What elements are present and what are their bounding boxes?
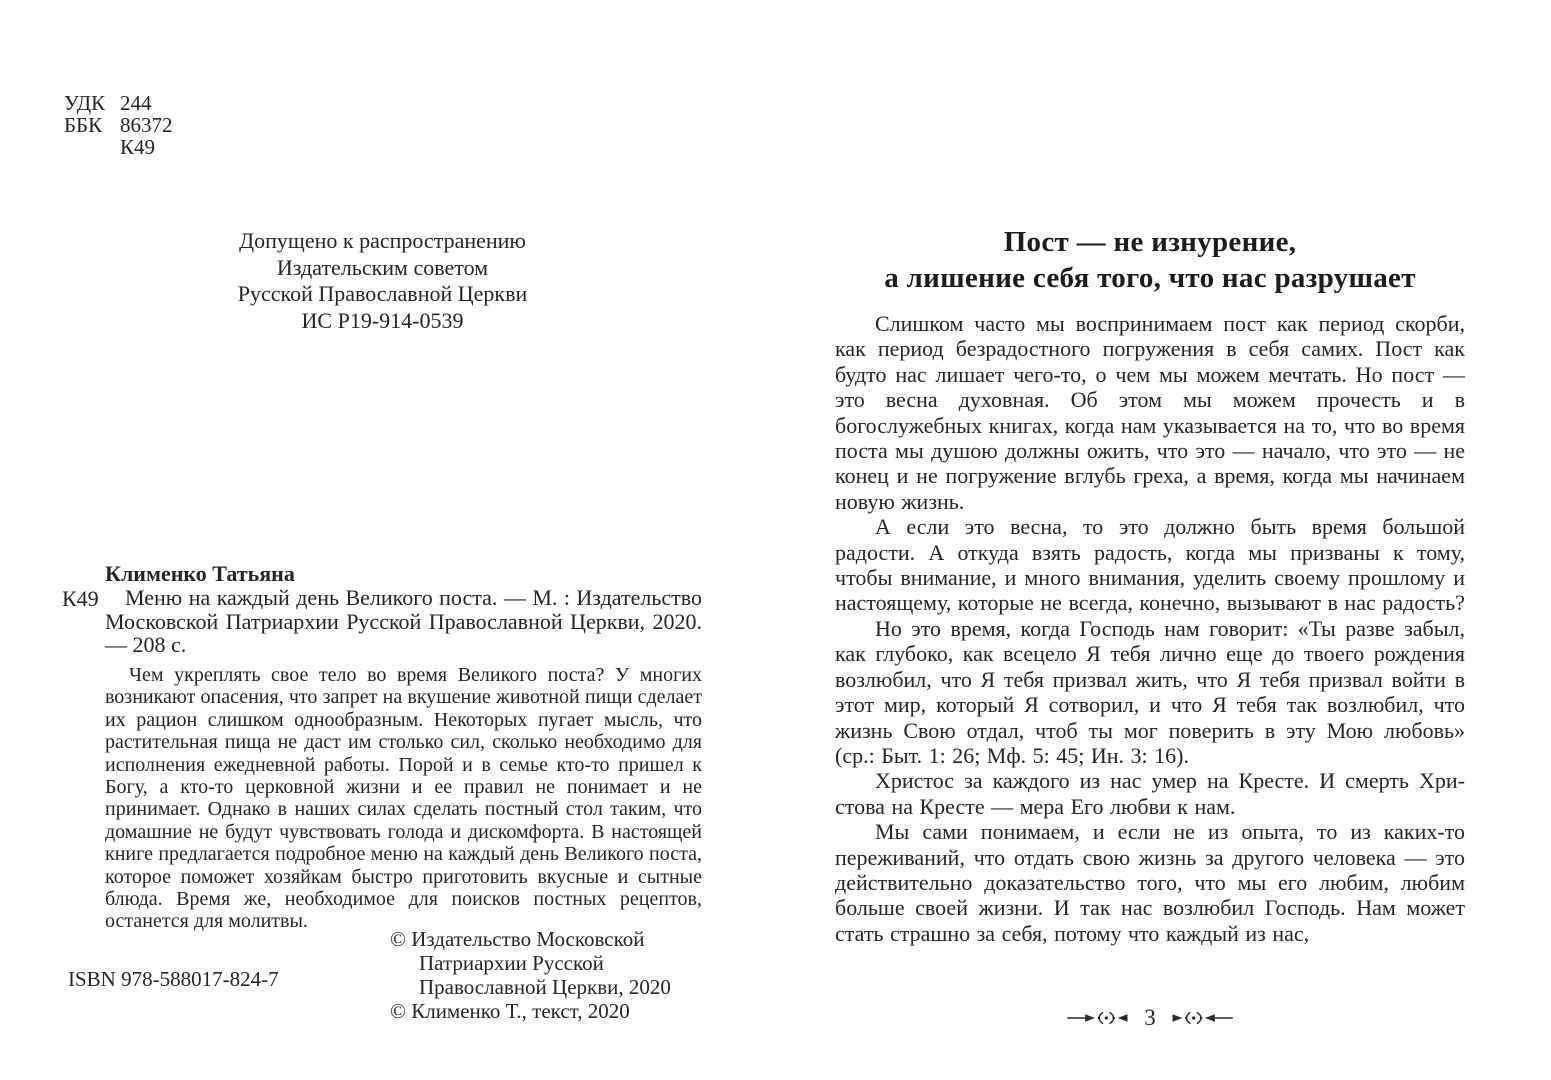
udk-code (64, 92, 173, 114)
body-paragraph: А если это весна, то это должно быть время большой радости. А откуда взять радость, когда мы призваны к тому, чтобы внимание, и много внимания, уделить своему прошлому и настоящему, которые не всегда, конечно, вызывают в нас радость? (835, 514, 1465, 616)
copyright-line: © Издательство Московской Патриархии Русской Православной Церкви, 2020 (390, 927, 671, 999)
copyright-block (390, 927, 710, 1023)
catalog-card (62, 561, 702, 658)
approval-line: Допущено к распространению (239, 228, 526, 253)
author-sign-value: К49 (120, 135, 156, 159)
annotation-text: Чем укреплять свое тело во время Великого поста? У многих возникают опасения, что запрет на вкушение животной пищи сделает их рацион слишком однообразным. Некоторых пугает мысль, что растительная пища не даст им столько сил, сколько необходимо для исполнения ежедневной работы. Порой и в семье кто-то пришел к Богу, а кто-то церковной жизни и ее правил не понимает и не принимает. Однако в наших силах сделать постный стол таким, что домашние не будут чувствовать голода и дискомфорта. В настоящей книге предлагается подробное меню на каждый день Великого поста, которое поможет хозяйкам быстро приготовить вкусные и сытные блюда. Время же, необходимое для поисков постных рецептов, останется для молитвы. (105, 664, 702, 933)
approval-block (60, 228, 705, 334)
body-paragraph: Мы сами понимаем, и если не из опыта, то из каких-то переживаний, что отдать свою жизнь за другого человека — это действительно доказательство того, что мы его любим, любим больше своей жизни. И так нас возлюбил Господь. Нам может стать страшно за себя, потому что каждый из нас, (835, 819, 1465, 946)
approval-line: Издательским советом (276, 254, 489, 280)
body-paragraph: Слишком часто мы воспринимаем пост как период скорби, как период безрадостного погружения в себя самих. Пост как будто нас лишает чего-то, о чем мы можем мечтать. Но пост — это весна духовная. Об этом мы можем прочесть и в богослужебных книгах, когда нам указывается на то, что во время поста мы душою должны ожить, что это — начало, что это — не конец и не погружение вглубь греха, а время, когда мы начинаем новую жизнь. (835, 311, 1465, 514)
udk-label: УДК (64, 91, 106, 115)
page-ornament-icon (1171, 1010, 1233, 1026)
body-paragraph: Христос за каждого из нас умер на Кресте. И смерть Христова на Кресте — мера Его любви к нам. (835, 768, 1465, 819)
classification-codes (64, 92, 173, 158)
author-sign-code (64, 136, 173, 158)
chapter-title-line: Пост — не изнурение, (1003, 226, 1297, 258)
isbn-number: ISBN 978-588017-824-7 (68, 967, 279, 991)
chapter-title (835, 224, 1465, 296)
udk-value: 244 (120, 91, 152, 115)
chapter-title-line: а лишение себя того, что нас разрушает (884, 262, 1416, 294)
bibliographic-entry: Меню на каждый день Великого поста. — М. : Издательство Московской Патриархии Русской Православной Церкви, 2020. — 208 с. (105, 585, 702, 658)
page-number: 3 (1144, 1005, 1156, 1030)
approval-line: Русской Православной Церкви (237, 281, 528, 306)
chapter-page (835, 0, 1465, 1080)
page-ornament-icon (1067, 1010, 1129, 1026)
bbk-code (64, 114, 173, 136)
bbk-label: ББК (64, 113, 103, 137)
card-author: Клименко Татьяна (105, 561, 295, 586)
bbk-value: 86372 (120, 113, 173, 137)
approval-line: ИС Р19-914-0539 (301, 307, 464, 333)
chapter-body (835, 311, 1465, 946)
body-paragraph: Но это время, когда Господь нам говорит: «Ты разве забыл, как глубоко, как всецело Я тебя лично еще до твоего рождения возлюбил, что Я тебя призвал жить, что Я тебя призвал войти в этот мир, который Я сотворил, и что Я тебя так возлюбил, что жизнь Свою отдал, чтоб ты мог поверить в эту Мою любовь» (ср.: Быт. 1: 26; Мф. 5: 45; Ин. 3: 16). (835, 615, 1465, 768)
card-margin-sign: К49 (62, 586, 99, 611)
imprint-page (60, 0, 735, 1080)
copyright-line: © Клименко Т., текст, 2020 (390, 999, 630, 1023)
page-footer (835, 1004, 1465, 1032)
